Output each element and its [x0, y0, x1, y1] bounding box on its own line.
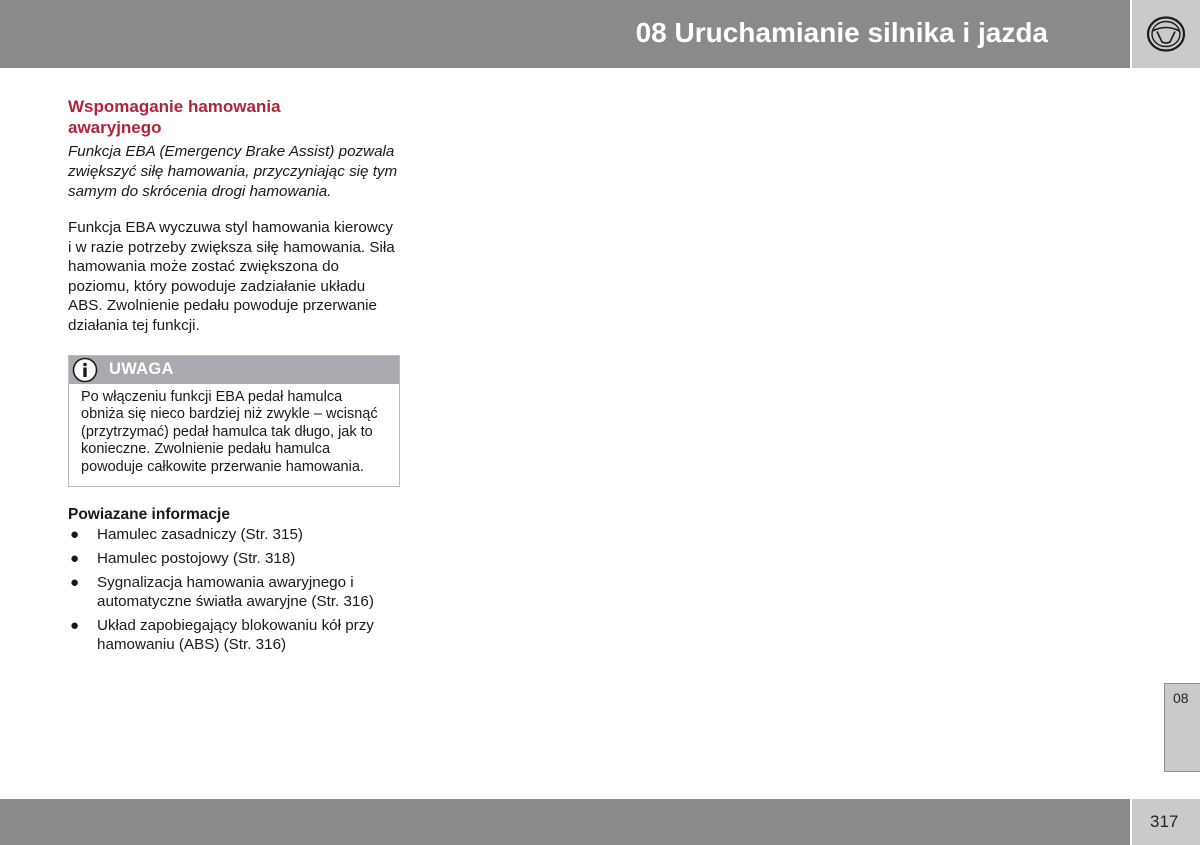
bullet-icon: ● — [70, 550, 80, 568]
page-number: 317 — [1150, 812, 1179, 831]
chapter-title: 08 Uruchamianie silnika i jazda — [635, 17, 1048, 48]
header-bar — [0, 0, 1130, 68]
note-title: UWAGA — [109, 360, 174, 378]
related-item-label: Sygnalizacja hamowania awaryjnego i automatyczne światła awaryjne (Str. 316) — [97, 574, 374, 611]
related-heading: Powiazane informacje — [68, 506, 230, 524]
info-icon — [72, 357, 98, 383]
related-item[interactable] — [68, 525, 400, 544]
footer-bar — [0, 799, 1130, 845]
bullet-icon: ● — [70, 574, 80, 592]
body-text: Funkcja EBA wyczuwa styl hamowania kierowcy i w razie potrzeby zwiększa siłę hamowania. Siła hamowania może zostać zwiększona do poziomu, który powoduje zadziałanie układu ABS. Zwolnienie pedału powoduje przerwanie działania tej funkcji. — [68, 219, 395, 334]
chapter-tab[interactable] — [1164, 683, 1200, 772]
content-column — [68, 96, 400, 659]
intro-text: Funkcja EBA (Emergency Brake Assist) pozwala zwiększyć siłę hamowania, przyczyniając się tym samym do skrócenia drogi hamowania. — [68, 143, 398, 200]
related-item-label: Hamulec postojowy (Str. 318) — [97, 550, 296, 568]
note-text: Po włączeniu funkcji EBA pedał hamulca obniża się nieco bardziej niż zwykle – wcisnąć (przytrzymać) pedał hamulca tak długo, jak to konieczne. Zwolnienie pedału hamulca powoduje całkowite przerwanie hamowania. — [81, 389, 378, 475]
section-heading: Wspomaganie hamowania awaryjnego — [68, 97, 281, 137]
chapter-icon-box — [1132, 0, 1200, 68]
note-box — [68, 355, 400, 487]
related-item[interactable] — [68, 549, 400, 568]
bullet-icon: ● — [70, 617, 80, 635]
bullet-icon: ● — [70, 526, 80, 544]
related-item[interactable] — [68, 573, 400, 611]
related-item[interactable] — [68, 616, 400, 654]
related-item-label: Hamulec zasadniczy (Str. 315) — [97, 526, 303, 544]
related-list — [68, 525, 400, 654]
chapter-tab-label: 08 — [1173, 690, 1189, 706]
related-item-label: Układ zapobiegający blokowaniu kół przy hamowaniu (ABS) (Str. 316) — [97, 617, 374, 654]
page-number-box — [1132, 799, 1200, 845]
steering-wheel-icon — [1145, 14, 1187, 54]
note-header — [69, 356, 399, 384]
